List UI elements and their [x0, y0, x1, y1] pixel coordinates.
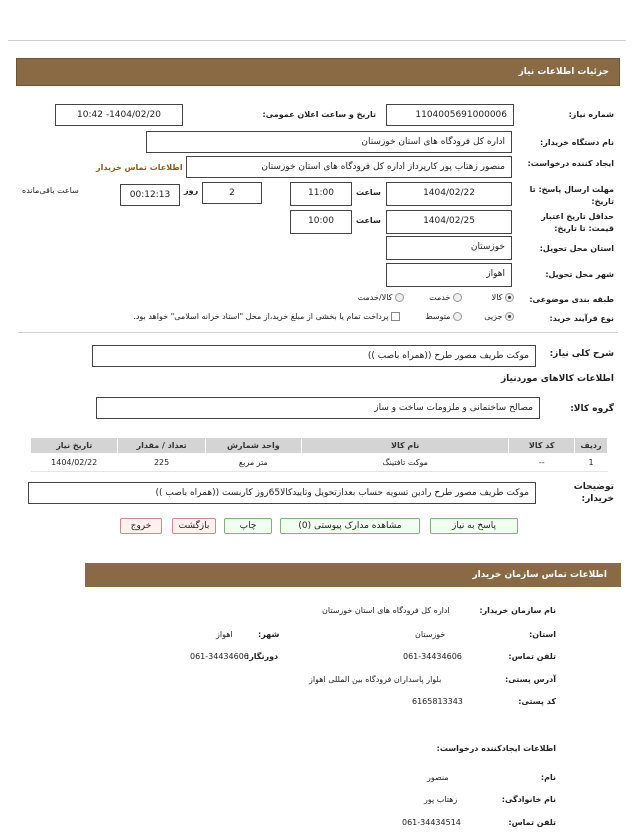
- need-number-label: شماره نیاز:: [568, 110, 614, 119]
- contact-phone-label: تلفن تماس:: [508, 652, 556, 661]
- view-attachments-button[interactable]: مشاهده مدارک پیوستی (0): [280, 518, 420, 534]
- contact-province-value: خوزستان: [415, 630, 446, 639]
- reply-time-label: ساعت: [356, 188, 381, 197]
- cell-unit: متر مربع: [205, 454, 301, 472]
- delivery-city-field[interactable]: اهواز: [386, 263, 512, 287]
- buyer-notes-field[interactable]: موکت طریف مصور طرح رادین تسویه حساب بعدازتحویل وتاییدکالا65روز کاربست ((همراه باصب )): [28, 482, 536, 504]
- goods-group-label: گروه کالا:: [570, 404, 614, 414]
- contact-province-label: استان:: [529, 630, 556, 639]
- back-button[interactable]: بازگشت: [172, 518, 216, 534]
- top-divider: [8, 40, 626, 41]
- contact-city-value: اهواز: [216, 630, 233, 639]
- table-row: [31, 454, 608, 472]
- need-number-field[interactable]: 1104005691000006: [386, 104, 514, 126]
- creator-name-label: نام:: [540, 773, 556, 782]
- category-option-service-label: خدمت: [429, 293, 451, 302]
- cell-date: 1404/02/22: [31, 454, 118, 472]
- purchase-type-medium[interactable]: [425, 312, 462, 321]
- contact-address-label: آدرس پستی:: [505, 675, 556, 684]
- reply-deadline-time[interactable]: 11:00: [290, 182, 352, 206]
- remaining-time-field[interactable]: 00:12:13: [120, 184, 180, 206]
- reply-button[interactable]: پاسخ به نیاز: [430, 518, 518, 534]
- contact-address-value: بلوار پاسداران فرودگاه بین المللی اهواز: [309, 675, 442, 684]
- cell-name: موکت تافتینگ: [301, 454, 509, 472]
- category-option-goods[interactable]: [492, 293, 514, 302]
- delivery-province-label: استان محل تحویل:: [539, 244, 614, 253]
- category-option-both[interactable]: [358, 293, 404, 302]
- announce-datetime-label: تاریخ و ساعت اعلان عمومی:: [262, 110, 376, 119]
- purchase-type-partial-label: جزیی: [484, 312, 503, 321]
- cell-row: 1: [574, 454, 607, 472]
- items-table: [30, 437, 608, 472]
- creator-name-value: منصور: [427, 773, 449, 782]
- radio-icon: [505, 312, 514, 321]
- contact-postal-value: 6165813343: [412, 697, 463, 706]
- creator-info-title: اطلاعات ایجادکننده درخواست:: [436, 744, 556, 753]
- category-option-service[interactable]: [429, 293, 462, 302]
- contact-section-header: اطلاعات تماس سازمان خریدار: [85, 563, 621, 587]
- category-option-goods-label: کالا: [491, 293, 503, 302]
- reply-deadline-date[interactable]: 1404/02/22: [386, 182, 512, 206]
- items-table-header: [31, 438, 608, 454]
- buyer-org-field[interactable]: اداره کل فرودگاه های استان خوزستان: [146, 131, 512, 153]
- radio-icon: [453, 312, 462, 321]
- reply-days-field[interactable]: 2: [202, 182, 262, 204]
- treasury-option[interactable]: [133, 312, 400, 321]
- reply-deadline-label: مهلت ارسال پاسخ: تا تاریخ:: [529, 185, 614, 206]
- radio-icon: [505, 293, 514, 302]
- creator-family-value: زهتاب پور: [424, 795, 458, 804]
- section-divider: [18, 332, 618, 333]
- checkbox-icon: [391, 312, 400, 321]
- announce-datetime-field[interactable]: 1404/02/20- 10:42: [55, 104, 183, 126]
- col-qty: تعداد / مقدار: [118, 438, 205, 454]
- col-code: کد کالا: [509, 438, 575, 454]
- page-header: جزئیات اطلاعات نیاز: [16, 58, 620, 86]
- general-desc-label: شرح کلی نیاز:: [549, 349, 614, 359]
- buyer-org-label: نام دستگاه خریدار:: [540, 138, 614, 147]
- remaining-time-label: ساعت باقی‌مانده: [22, 186, 79, 195]
- contact-phone-value: 061-34434606: [403, 652, 462, 661]
- validity-deadline-time[interactable]: 10:00: [290, 210, 352, 234]
- cell-qty: 225: [118, 454, 205, 472]
- col-row: ردیف: [574, 438, 607, 454]
- creator-phone-label: تلفن تماس:: [508, 818, 556, 827]
- creator-family-label: نام خانوادگی:: [501, 795, 556, 804]
- purchase-type-label: نوع فرآیند خرید:: [549, 314, 614, 323]
- contact-fax-label: دورنگار:: [246, 652, 279, 661]
- items-section-title: اطلاعات کالاهای موردنیاز: [500, 374, 614, 384]
- category-option-both-label: کالا/خدمت: [357, 293, 393, 302]
- purchase-type-medium-label: متوسط: [425, 312, 451, 321]
- contact-org-value: اداره کل فرودگاه های استان خوزستان: [322, 606, 450, 615]
- reply-days-label: روز: [184, 186, 199, 195]
- category-label: طبقه بندی موضوعی:: [529, 295, 614, 304]
- contact-postal-label: کد پستی:: [518, 697, 556, 706]
- col-name: نام کالا: [301, 438, 509, 454]
- delivery-province-field[interactable]: خوزستان: [386, 236, 512, 260]
- contact-city-label: شهر:: [258, 630, 280, 639]
- delivery-city-label: شهر محل تحویل:: [545, 270, 614, 279]
- validity-time-label: ساعت: [356, 216, 381, 225]
- radio-icon: [453, 293, 462, 302]
- treasury-note: پرداخت تمام یا بخشی از مبلغ خرید،از محل "اسناد خزانه اسلامی" خواهد بود.: [133, 312, 389, 321]
- cell-code: --: [509, 454, 575, 472]
- col-date: تاریخ نیاز: [31, 438, 118, 454]
- buyer-notes-label: توضیحات خریدار:: [573, 482, 614, 504]
- general-desc-field[interactable]: موکت طریف مصور طرح ((همراه باصب )): [92, 345, 536, 367]
- col-unit: واحد شمارش: [205, 438, 301, 454]
- radio-icon: [395, 293, 404, 302]
- validity-deadline-date[interactable]: 1404/02/25: [386, 210, 512, 234]
- contact-org-label: نام سازمان خریدار:: [479, 606, 556, 615]
- exit-button[interactable]: خروج: [120, 518, 162, 534]
- creator-field[interactable]: منصور زهتاب پور کارپرداز اداره کل فرودگاه های استان خوزستان: [186, 156, 512, 178]
- purchase-type-partial[interactable]: [484, 312, 514, 321]
- buyer-contact-link[interactable]: اطلاعات تماس خریدار: [96, 163, 183, 172]
- creator-label: ایجاد کننده درخواست:: [527, 159, 614, 168]
- creator-phone-value: 061-34434514: [402, 818, 461, 827]
- print-button[interactable]: چاپ: [224, 518, 272, 534]
- goods-group-field[interactable]: مصالح ساختمانی و ملزومات ساخت و ساز: [96, 397, 540, 419]
- validity-deadline-label: حداقل تاریخ اعتبار قیمت: تا تاریخ:: [541, 212, 614, 233]
- contact-fax-value: 061-34434606: [190, 652, 249, 661]
